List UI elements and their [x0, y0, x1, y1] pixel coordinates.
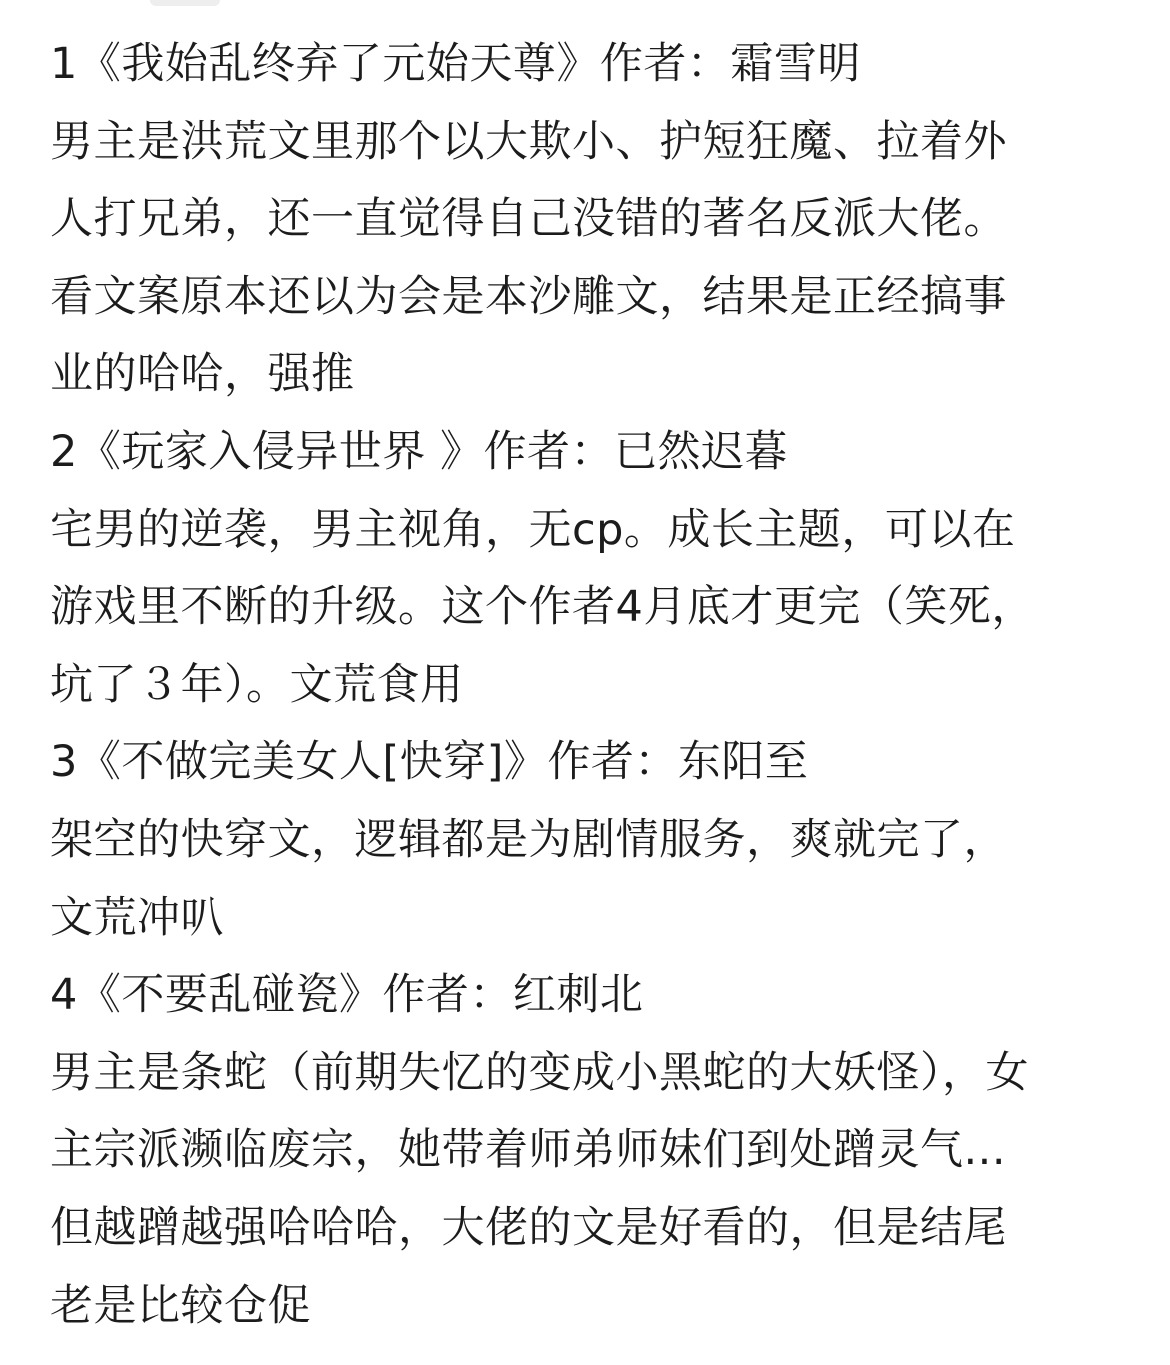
description-line: 人打兄弟，还一直觉得自己没错的著名反派大佬。 [50, 194, 1007, 245]
book-description [50, 1035, 1140, 1345]
description-line: 游戏里不断的升级。这个作者4月底才更完（笑死， [50, 582, 1035, 633]
description-line: 宅男的逆袭，男主视角，无cp。成长主题，可以在 [50, 504, 1016, 555]
book-description [50, 492, 1140, 725]
book-description [50, 104, 1140, 414]
book-title-line: 4《不要乱碰瓷》作者：红刺北 [50, 970, 644, 1021]
description-line: 看文案原本还以为会是本沙雕文，结果是正经搞事 [50, 271, 1007, 322]
description-line: 男主是条蛇（前期失忆的变成小黑蛇的大妖怪），女 [50, 1047, 1029, 1098]
description-line: 业的哈哈，强推 [50, 349, 355, 400]
description-line: 坑了３年）。文荒食用 [50, 659, 464, 710]
description-line: 男主是洪荒文里那个以大欺小、护短狂魔、拉着外 [50, 116, 1007, 167]
description-line: 但越蹭越强哈哈哈，大佬的文是好看的，但是结尾 [50, 1202, 1007, 1253]
book-entry-4 [50, 957, 1140, 1345]
book-description [50, 802, 1140, 957]
description-line: 架空的快穿文，逻辑都是为剧情服务，爽就完了， [50, 814, 1007, 865]
book-title-line: 2《玩家入侵异世界 》作者：已然迟暮 [50, 426, 789, 477]
book-entry-2 [50, 414, 1140, 724]
post-body [50, 26, 1140, 1345]
book-entry-3 [50, 724, 1140, 957]
description-line: 老是比较仓促 [50, 1280, 311, 1331]
description-line: 文荒冲叭 [50, 892, 224, 943]
description-line: 主宗派濒临废宗，她带着师弟师妹们到处蹭灵气... [50, 1125, 1007, 1176]
book-title-line: 3《不做完美女人[快穿]》作者：东阳至 [50, 737, 809, 788]
book-title-line: 1《我始乱终弃了元始天尊》作者：霜雪明 [50, 39, 861, 89]
book-entry-1 [50, 26, 1140, 414]
top-edge-shadow [150, 0, 220, 6]
